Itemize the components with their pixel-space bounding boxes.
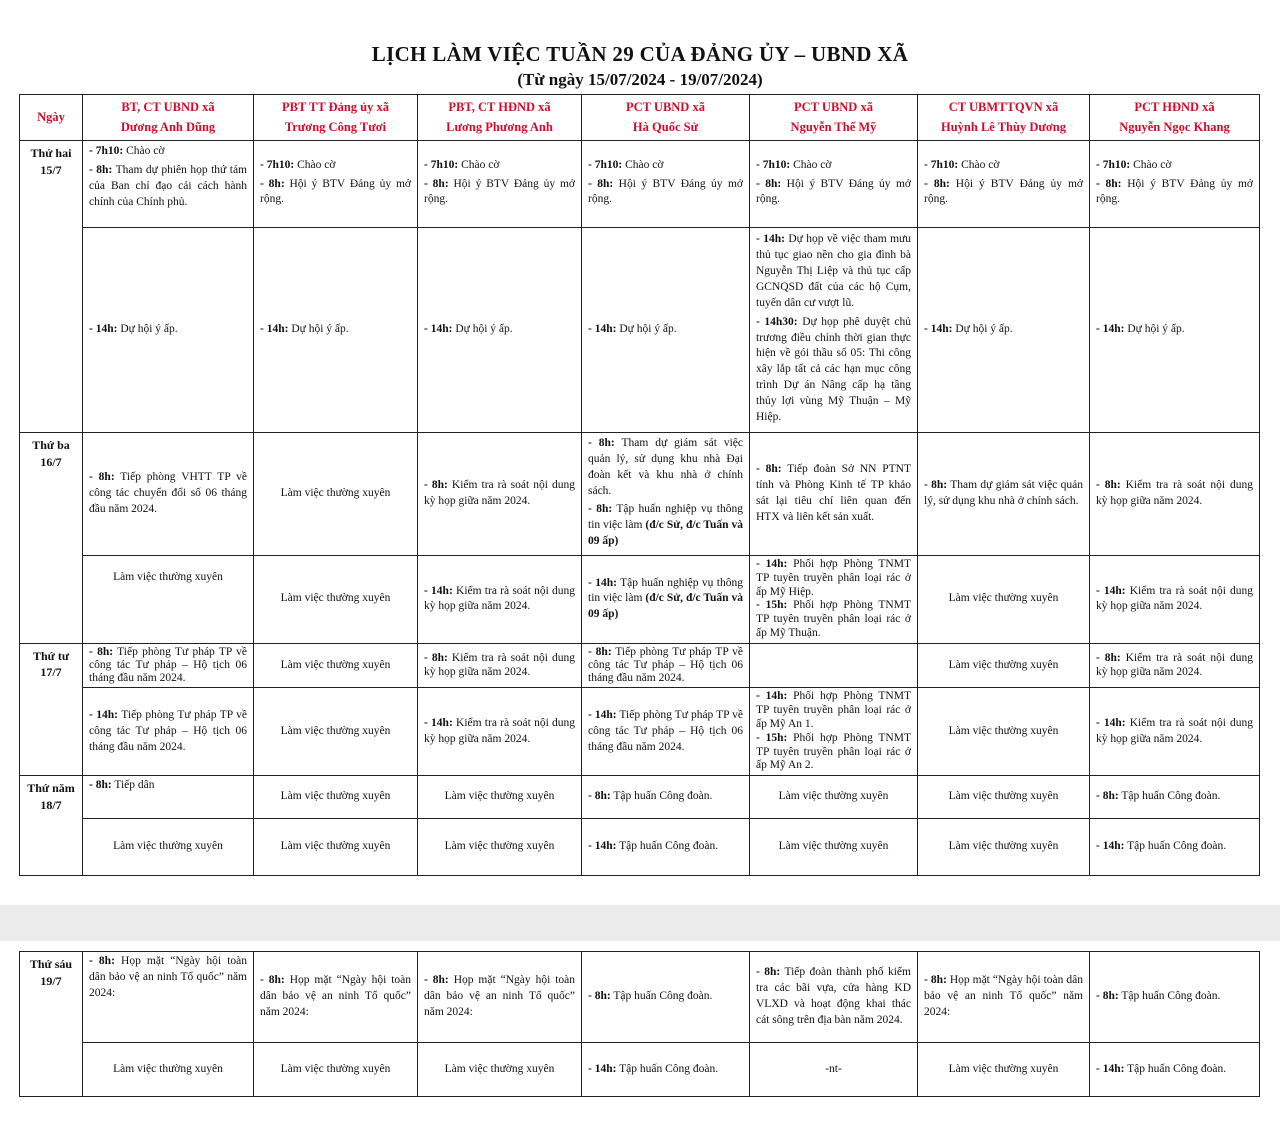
schedule-cell: Làm việc thường xuyên: [750, 819, 918, 876]
schedule-cell: Làm việc thường xuyên: [750, 776, 918, 819]
schedule-cell: Làm việc thường xuyên: [918, 819, 1090, 876]
schedule-cell: - 14h: Phối hợp Phòng TNMT TP tuyên truyền phân loại rác ở ấp Mỹ Hiệp. - 15h: Phối hợp Phòng TNMT TP tuyên truyền phân loại rác ở ấp Mỹ Thuận.: [750, 556, 918, 644]
schedule-cell: - 8h: Tham dự giám sát việc quản lý, sử dụng khu nhà ở chính sách.: [918, 433, 1090, 556]
schedule-cell: - 8h: Tiếp phòng VHTT TP về công tác chuyển đổi số 06 tháng đầu năm 2024.: [83, 433, 254, 556]
schedule-cell: Làm việc thường xuyên: [254, 643, 418, 688]
schedule-cell: - 7h10: Chào cờ - 8h: Tham dự phiên họp thứ tám của Ban chỉ đạo cải cách hành chính của Chính phủ.: [83, 141, 254, 228]
schedule-cell: - 8h: Họp mặt “Ngày hội toàn dân bảo vệ an ninh Tổ quốc” năm 2024:: [83, 952, 254, 1043]
page-subtitle: (Từ ngày 15/07/2024 - 19/07/2024): [517, 70, 763, 89]
schedule-cell: Làm việc thường xuyên: [918, 688, 1090, 776]
schedule-cell: - 14h: Kiểm tra rà soát nội dung kỳ họp giữa năm 2024.: [418, 556, 582, 644]
schedule-cell: Làm việc thường xuyên: [418, 1043, 582, 1097]
schedule-cell: - 14h: Dự hội ý ấp.: [254, 228, 418, 433]
header-name: Lương Phương Anh: [446, 119, 553, 134]
schedule-cell: - 14h: Tập huấn nghiệp vụ thông tin việc làm (đ/c Sử, đ/c Tuấn và 09 ấp): [582, 556, 750, 644]
schedule-cell: Làm việc thường xuyên: [918, 556, 1090, 644]
schedule-cell: Làm việc thường xuyên: [254, 433, 418, 556]
header-col-3: [418, 95, 582, 141]
schedule-cell: - 14h: Kiểm tra rà soát nội dung kỳ họp giữa năm 2024.: [418, 688, 582, 776]
schedule-cell: - 14h: Dự hội ý ấp.: [83, 228, 254, 433]
header-col-4: [582, 95, 750, 141]
schedule-cell: Làm việc thường xuyên: [254, 1043, 418, 1097]
schedule-cell: - 14h: Tập huấn Công đoàn.: [1090, 819, 1260, 876]
day-cell-tue: Thứ ba 16/7: [20, 433, 83, 644]
schedule-cell: Làm việc thường xuyên: [83, 819, 254, 876]
table-row: [20, 688, 1260, 776]
schedule-cell: - 7h10: Chào cờ - 8h: Hội ý BTV Đảng ủy mở rộng.: [582, 141, 750, 228]
schedule-cell: - 14h: Phối hợp Phòng TNMT TP tuyên truyền phân loại rác ở ấp Mỹ An 1. - 15h: Phối hợp Phòng TNMT TP tuyên truyền phân loại rác ở ấp Mỹ An 2.: [750, 688, 918, 776]
header-role: PCT UBND xã: [626, 100, 705, 115]
day-cell-mon: [20, 141, 83, 433]
schedule-cell: - 14h: Dự hội ý ấp.: [582, 228, 750, 433]
schedule-cell: Làm việc thường xuyên: [418, 819, 582, 876]
header-role: PCT HĐND xã: [1134, 100, 1215, 115]
schedule-cell: Làm việc thường xuyên: [918, 643, 1090, 688]
schedule-table-continued: [19, 951, 1260, 1097]
header-name: Nguyễn Ngọc Khang: [1119, 119, 1230, 134]
schedule-cell: Làm việc thường xuyên: [83, 556, 254, 644]
table-row: [20, 433, 1260, 556]
table-row: [20, 556, 1260, 644]
table-row: [20, 228, 1260, 433]
schedule-cell: - 14h: Tập huấn Công đoàn.: [1090, 1043, 1260, 1097]
schedule-cell: - 14h: Tập huấn Công đoàn.: [582, 1043, 750, 1097]
day-cell-wed: Thứ tư 17/7: [20, 643, 83, 775]
schedule-cell: - 8h: Tập huấn Công đoàn.: [582, 776, 750, 819]
schedule-cell: - 8h: Kiểm tra rà soát nội dung kỳ họp giữa năm 2024.: [1090, 433, 1260, 556]
day-date: 15/7: [40, 162, 62, 177]
table-row: [20, 141, 1260, 228]
header-col-5: [750, 95, 918, 141]
schedule-cell: Làm việc thường xuyên: [254, 776, 418, 819]
table-row: [20, 643, 1260, 688]
header-name: Dương Anh Dũng: [120, 119, 216, 134]
schedule-cell: - 7h10: Chào cờ - 8h: Hội ý BTV Đảng ủy mở rộng.: [418, 141, 582, 228]
schedule-cell: -nt-: [750, 1043, 918, 1097]
header-role: CT UBMTTQVN xã: [948, 100, 1059, 115]
header-col-7: [1090, 95, 1260, 141]
header-role: BT, CT UBND xã: [121, 100, 215, 115]
header-role: PCT UBND xã: [794, 100, 873, 115]
header-name: Huỳnh Lê Thùy Dương: [940, 119, 1066, 134]
schedule-cell: Làm việc thường xuyên: [83, 1043, 254, 1097]
schedule-cell: - 8h: Kiểm tra rà soát nội dung kỳ họp giữa năm 2024.: [1090, 643, 1260, 688]
schedule-cell: [750, 643, 918, 688]
header-day-label: Ngày: [37, 109, 65, 124]
header-col-6: [918, 95, 1090, 141]
schedule-cell: - 8h: Tập huấn Công đoàn.: [582, 952, 750, 1043]
schedule-cell: - 14h: Dự hội ý ấp.: [1090, 228, 1260, 433]
header-name: Hà Quốc Sử: [632, 119, 699, 134]
schedule-table: [19, 94, 1260, 876]
schedule-cell: Làm việc thường xuyên: [918, 776, 1090, 819]
schedule-cell: - 8h: Kiểm tra rà soát nội dung kỳ họp giữa năm 2024.: [418, 643, 582, 688]
header-name: Nguyễn Thế Mỹ: [790, 119, 877, 134]
page-separator: [0, 905, 1280, 941]
schedule-cell: - 8h: Tham dự giám sát việc quản lý, sử dụng khu nhà Đại đoàn kết và khu nhà ở chính sách. - 8h: Tập huấn nghiệp vụ thông tin việc làm (đ/c Sử, đ/c Tuấn và 09 ấp): [582, 433, 750, 556]
schedule-cell: - 14h: Dự hội ý ấp.: [918, 228, 1090, 433]
schedule-cell: - 8h: Tiếp dân: [83, 776, 254, 819]
schedule-cell: - 8h: Tiếp đoàn thành phố kiểm tra các bãi vựa, cửa hàng KD VLXD và hoạt động khai thác cát sông trên địa bàn năm 2024.: [750, 952, 918, 1043]
schedule-cell: - 8h: Họp mặt “Ngày hội toàn dân bảo vệ an ninh Tổ quốc” năm 2024:: [254, 952, 418, 1043]
schedule-cell: Làm việc thường xuyên: [254, 688, 418, 776]
day-cell-fri: Thứ sáu 19/7: [20, 952, 83, 1097]
schedule-cell: Làm việc thường xuyên: [918, 1043, 1090, 1097]
schedule-cell: - 8h: Tập huấn Công đoàn.: [1090, 776, 1260, 819]
schedule-cell: - 7h10: Chào cờ - 8h: Hội ý BTV Đảng ủy mở rộng.: [750, 141, 918, 228]
schedule-cell: - 7h10: Chào cờ - 8h: Hội ý BTV Đảng ủy mở rộng.: [1090, 141, 1260, 228]
table-row: [20, 776, 1260, 819]
schedule-cell: Làm việc thường xuyên: [254, 556, 418, 644]
header-day: [20, 95, 83, 141]
schedule-cell: - 14h: Kiểm tra rà soát nội dung kỳ họp giữa năm 2024.: [1090, 688, 1260, 776]
schedule-cell: - 8h: Họp mặt “Ngày hội toàn dân bảo vệ an ninh Tổ quốc” năm 2024:: [918, 952, 1090, 1043]
day-name: Thứ hai: [30, 146, 72, 160]
schedule-cell: - 8h: Tập huấn Công đoàn.: [1090, 952, 1260, 1043]
schedule-cell: - 8h: Tiếp phòng Tư pháp TP về công tác Tư pháp – Hộ tịch 06 tháng đầu năm 2024.: [83, 643, 254, 688]
day-cell-thu: Thứ năm 18/7: [20, 776, 83, 876]
table-row: [20, 1043, 1260, 1097]
schedule-cell: - 14h: Dự họp về việc tham mưu thủ tục giao nền cho gia đình bà Nguyễn Thị Liệp và thủ tục cấp GCNQSD đất của các hộ Cụm, tuyến dân cư vượt lũ. - 14h30: Dự họp phê duyệt chủ trương điều chỉnh thời gian thực hiện về gói thầu số 05: Thi công xây lắp tất cả các hạn mục công trình Dự án Nâng cấp hạ tầng thủy lợi vùng Mỹ Thuận – Mỹ Hiệp.: [750, 228, 918, 433]
schedule-cell: Làm việc thường xuyên: [418, 776, 582, 819]
table-row: [20, 819, 1260, 876]
page-title: LỊCH LÀM VIỆC TUẦN 29 CỦA ĐẢNG ỦY – UBND XÃ: [371, 42, 909, 66]
header-row: [20, 95, 1260, 141]
header-col-2: [254, 95, 418, 141]
schedule-cell: - 8h: Tiếp phòng Tư pháp TP về công tác Tư pháp – Hộ tịch 06 tháng đầu năm 2024.: [582, 643, 750, 688]
schedule-cell: - 8h: Họp mặt “Ngày hội toàn dân bảo vệ an ninh Tổ quốc” năm 2024:: [418, 952, 582, 1043]
header-role: PBT TT Đảng ủy xã: [282, 100, 389, 115]
schedule-cell: - 14h: Dự hội ý ấp.: [418, 228, 582, 433]
header-col-1: [83, 95, 254, 141]
schedule-cell: - 14h: Tiếp phòng Tư pháp TP về công tác Tư pháp – Hộ tịch 06 tháng đầu năm 2024.: [582, 688, 750, 776]
schedule-cell: Làm việc thường xuyên: [254, 819, 418, 876]
header-role: PBT, CT HĐND xã: [448, 100, 551, 115]
schedule-cell: - 7h10: Chào cờ - 8h: Hội ý BTV Đảng ủy mở rộng.: [254, 141, 418, 228]
header-name: Trương Công Tươi: [284, 119, 387, 134]
schedule-cell: - 14h: Tiếp phòng Tư pháp TP về công tác Tư pháp – Hộ tịch 06 tháng đầu năm 2024.: [83, 688, 254, 776]
schedule-cell: - 14h: Tập huấn Công đoàn.: [582, 819, 750, 876]
schedule-cell: - 8h: Kiểm tra rà soát nội dung kỳ họp giữa năm 2024.: [418, 433, 582, 556]
schedule-cell: - 7h10: Chào cờ - 8h: Hội ý BTV Đảng ủy mở rộng.: [918, 141, 1090, 228]
schedule-cell: - 14h: Kiểm tra rà soát nội dung kỳ họp giữa năm 2024.: [1090, 556, 1260, 644]
table-row: [20, 952, 1260, 1043]
schedule-cell: - 8h: Tiếp đoàn Sở NN PTNT tỉnh và Phòng Kinh tế TP khảo sát lại tiêu chí liên quan đến HTX và liên kết sản xuất.: [750, 433, 918, 556]
